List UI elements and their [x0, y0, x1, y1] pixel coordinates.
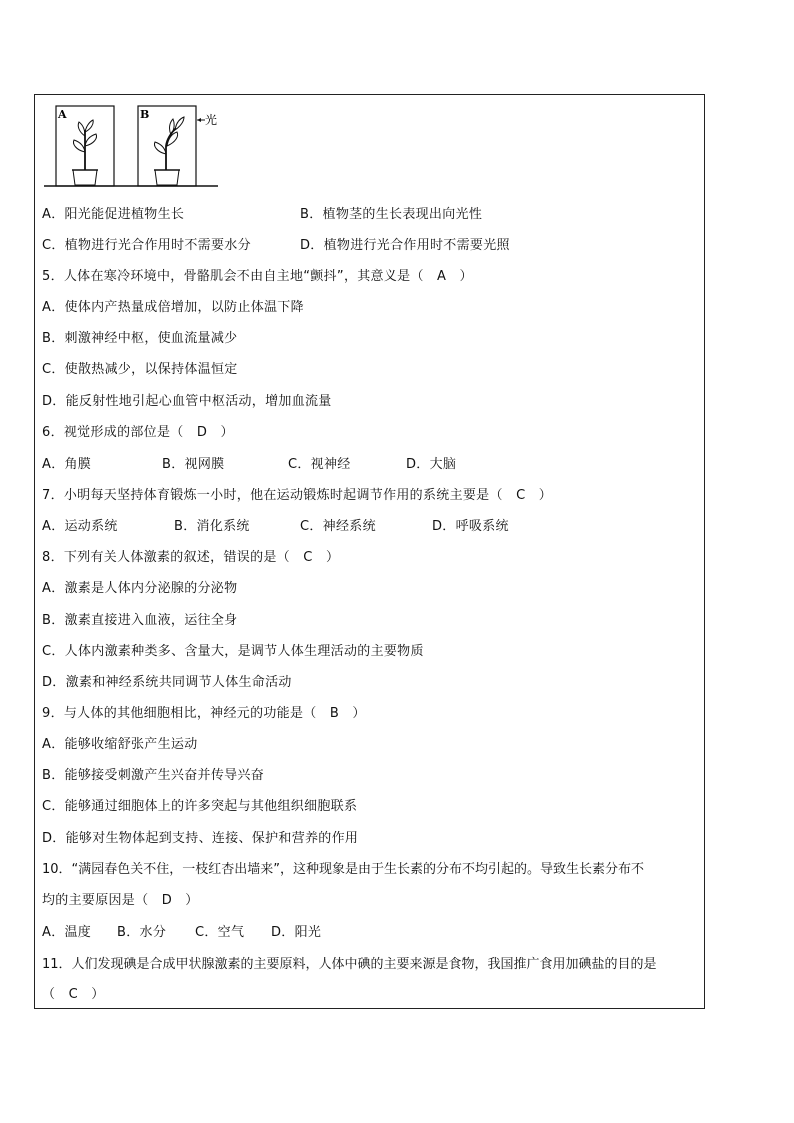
q10-stem-line2: 均的主要原因是（ D ）: [42, 893, 199, 908]
q5-option-d: D．能反射性地引起心血管中枢活动，增加血流量: [42, 394, 332, 409]
q9-option-d: D．能够对生物体起到支持、连接、保护和营养的作用: [42, 831, 359, 846]
q7-stem: 7．小明每天坚持体育锻炼一小时，他在运动锻炼时起调节作用的系统主要是（ C ）: [42, 488, 553, 503]
q4-option-d: D．植物进行光合作用时不需要光照: [300, 238, 510, 253]
q6-option-c: C．视神经: [288, 457, 351, 472]
q7-option-d: D．呼吸系统: [432, 519, 509, 534]
q7-option-b: B．消化系统: [174, 519, 250, 534]
q6-option-a: A．角膜: [42, 457, 92, 472]
q8-option-d: D．激素和神经系统共同调节人体生命活动: [42, 675, 292, 690]
light-label: 光: [205, 113, 218, 127]
q11-stem-line1: 11．人们发现碘是合成甲状腺激素的主要原料，人体中碘的主要来源是食物，我国推广食用加碘盐的目的是: [42, 957, 657, 972]
q8-option-b: B．激素直接进入血液，运往全身: [42, 613, 238, 628]
q10-option-d: D．阳光: [271, 925, 322, 940]
q8-option-a: A．激素是人体内分泌腺的分泌物: [42, 581, 238, 596]
q9-option-c: C．能够通过细胞体上的许多突起与其他组织细胞联系: [42, 799, 358, 814]
q5-option-a: A．使体内产热量成倍增加，以防止体温下降: [42, 300, 304, 315]
q10-option-a: A．温度: [42, 925, 92, 940]
q7-option-a: A．运动系统: [42, 519, 118, 534]
q4-option-c: C．植物进行光合作用时不需要水分: [42, 238, 251, 253]
q5-option-b: B．刺激神经中枢，使血流量减少: [42, 331, 238, 346]
plant-experiment-figure: [42, 102, 232, 192]
q10-option-c: C．空气: [195, 925, 245, 940]
q5-stem: 5．人体在寒冷环境中，骨骼肌会不由自主地“颤抖”，其意义是（ A ）: [42, 269, 473, 284]
q4-option-b: B．植物茎的生长表现出向光性: [300, 207, 483, 222]
q5-option-c: C．使散热减少，以保持体温恒定: [42, 362, 238, 377]
q6-option-b: B．视网膜: [162, 457, 225, 472]
q11-stem-line2: （ C ）: [42, 987, 105, 1002]
q4-option-a: A．阳光能促进植物生长: [42, 207, 185, 222]
q8-stem: 8．下列有关人体激素的叙述，错误的是（ C ）: [42, 550, 340, 565]
q9-option-b: B．能够接受刺激产生兴奋并传导兴奋: [42, 768, 265, 783]
q10-stem-line1: 10．“满园春色关不住，一枝红杏出墙来”，这种现象是由于生长素的分布不均引起的。导致生长素分布不: [42, 862, 645, 877]
q8-option-c: C．人体内激素种类多、含量大，是调节人体生理活动的主要物质: [42, 644, 424, 659]
box-a-label: A: [58, 108, 67, 121]
pot-b: [155, 170, 179, 185]
box-b-label: B: [140, 108, 150, 121]
q9-stem: 9．与人体的其他细胞相比，神经元的功能是（ B ）: [42, 706, 366, 721]
q6-option-d: D．大脑: [406, 457, 457, 472]
q7-option-c: C．神经系统: [300, 519, 376, 534]
q9-option-a: A．能够收缩舒张产生运动: [42, 737, 198, 752]
q10-option-b: B．水分: [117, 925, 167, 940]
q6-stem: 6．视觉形成的部位是（ D ）: [42, 425, 234, 440]
pot-a: [73, 170, 97, 185]
